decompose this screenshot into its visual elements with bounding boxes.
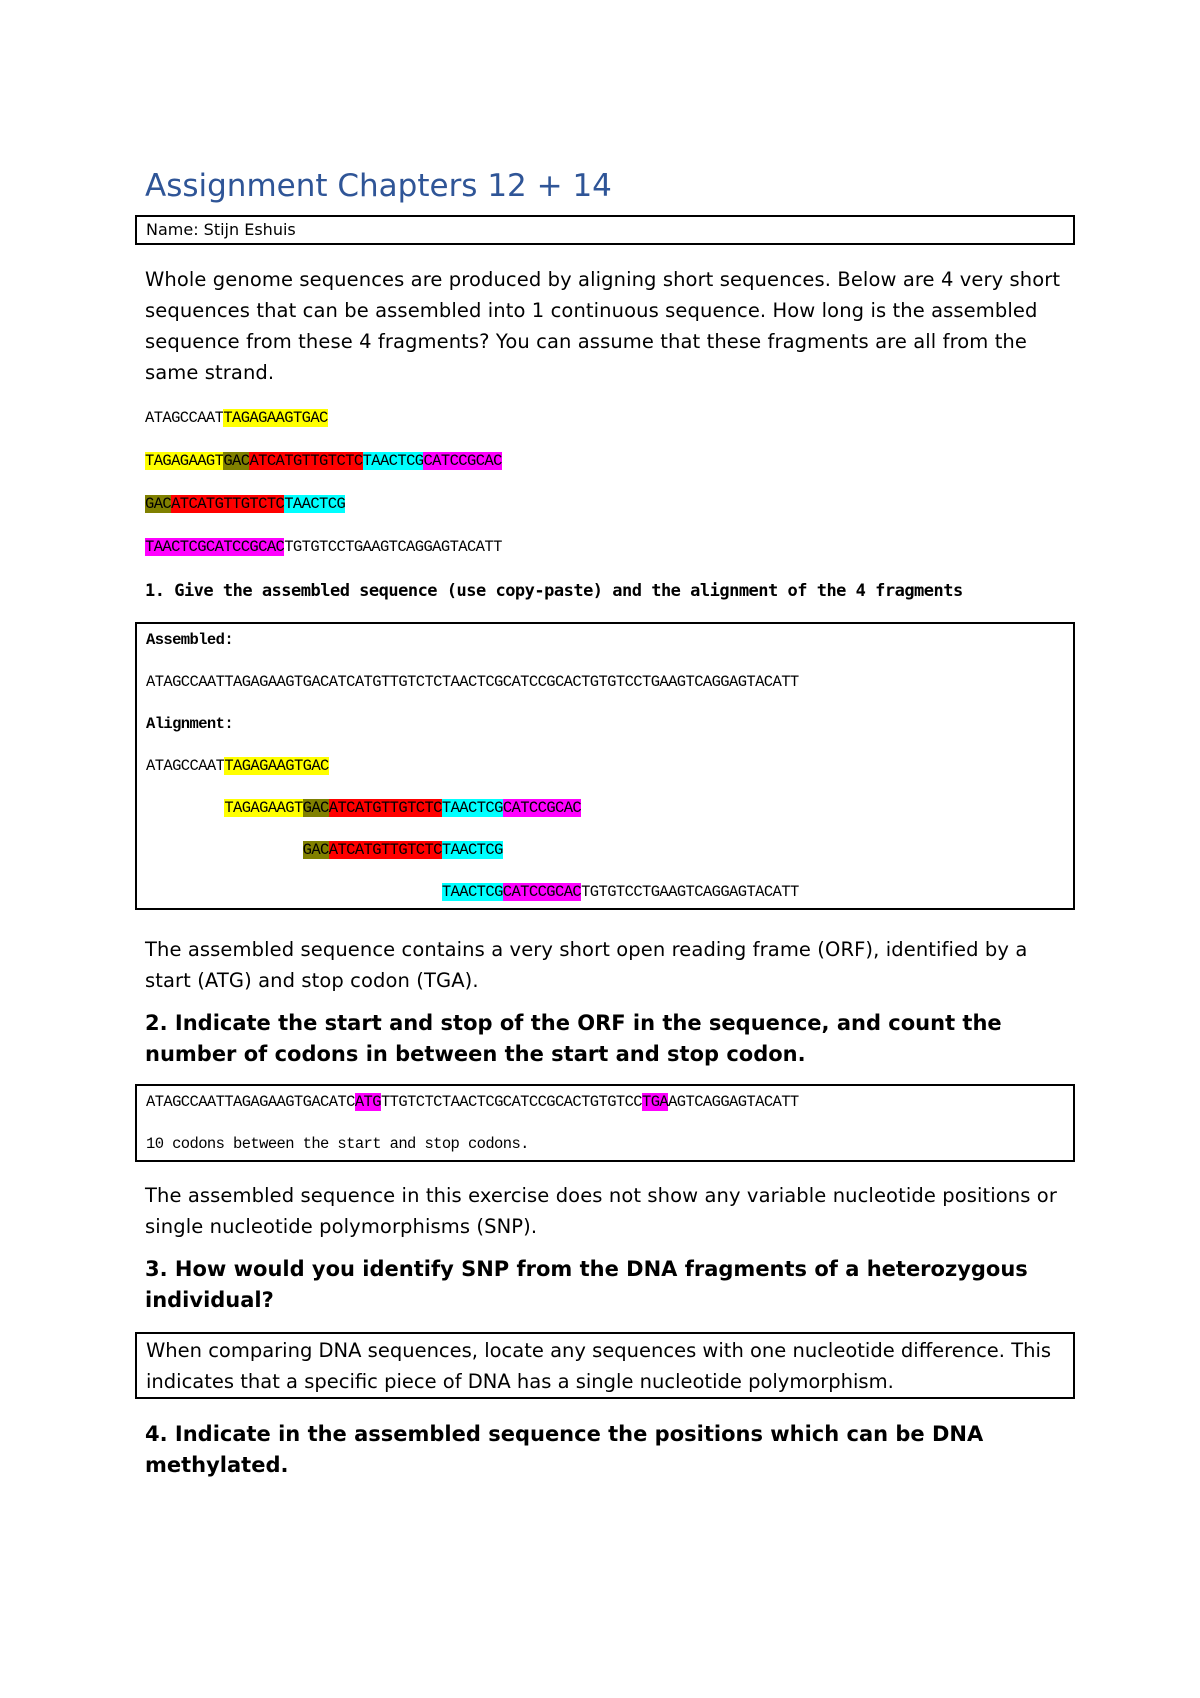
alignment-row-4-plain: TGTGTCCTGAAGTCAGGAGTACATT — [581, 883, 799, 901]
alignment-row-2-cyan: TAACTCG — [441, 799, 503, 817]
fragment-1 — [145, 408, 1075, 428]
fragment-3-red: ATCATGTTGTCTC — [171, 495, 285, 513]
fragment-2-olive: GAC — [223, 452, 250, 470]
fragment-2-magenta: CATCCGCAC — [423, 452, 502, 470]
fragment-2-red: ATCATGTTGTCTC — [249, 452, 363, 470]
alignment-row-2-red: ATCATGTTGTCTC — [328, 799, 442, 817]
document-body — [145, 166, 1075, 1481]
fragment-4-plain: TGTGTCCTGAAGTCAGGAGTACATT — [284, 538, 502, 556]
fragment-3-olive: GAC — [145, 495, 172, 513]
name-box[interactable]: Name: Stijn Eshuis — [135, 215, 1075, 245]
question-4: 4. Indicate in the assembled sequence the positions which can be DNA methylated. — [145, 1422, 984, 1477]
fragment-1-yellow: TAGAGAAGTGAC — [223, 409, 328, 427]
fragment-1-plain: ATAGCCAAT — [145, 409, 224, 427]
orf-sequence — [146, 1092, 1064, 1112]
alignment-label: Alignment: — [146, 715, 234, 733]
orf-pre: ATAGCCAATTAGAGAAGTGACATC — [146, 1093, 355, 1111]
alignment-row-3-pad — [146, 841, 303, 859]
alignment-row-4-pad — [146, 883, 442, 901]
alignment-row-1-yellow: TAGAGAAGTGAC — [224, 757, 329, 775]
fragment-2 — [145, 451, 1075, 471]
answer-1-box[interactable] — [135, 622, 1075, 910]
alignment-row-3-olive: GAC — [302, 841, 329, 859]
alignment-row-4-magenta: CATCCGCAC — [502, 883, 582, 901]
codon-count: 10 codons between the start and stop codons. — [146, 1135, 529, 1153]
alignment-row-4-cyan: TAACTCG — [441, 883, 503, 901]
assembled-sequence: ATAGCCAATTAGAGAAGTGACATCATGTTGTCTCTAACTCGCATCCGCACTGTGTCCTGAAGTCAGGAGTACATT — [146, 673, 799, 691]
snp-intro-paragraph: The assembled sequence in this exercise does not show any variable nucleotide positions or single nucleotide polymorphisms (SNP). — [145, 1184, 1057, 1238]
alignment-row-3-red: ATCATGTTGTCTC — [328, 841, 442, 859]
alignment-row-1-plain: ATAGCCAAT — [146, 757, 225, 775]
answer-3-box[interactable]: When comparing DNA sequences, locate any sequences with one nucleotide difference. This indicates that a specific piece of DNA has a single nucleotide polymorphism. — [135, 1332, 1075, 1399]
fragment-3 — [145, 494, 1075, 514]
alignment-row-2-olive: GAC — [302, 799, 329, 817]
alignment-row-2-pad — [146, 799, 224, 817]
question-3: 3. How would you identify SNP from the DNA fragments of a heterozygous individual? — [145, 1257, 1028, 1312]
orf-middle: TTGTCTCTAACTCGCATCCGCACTGTGTCC — [380, 1093, 642, 1111]
fragment-4-magenta: TAACTCGCATCCGCAC — [145, 538, 285, 556]
alignment-row-2-magenta: CATCCGCAC — [502, 799, 582, 817]
fragment-2-yellow: TAGAGAAGT — [145, 452, 224, 470]
alignment-row-2 — [146, 798, 1064, 818]
fragment-3-cyan: TAACTCG — [284, 495, 346, 513]
fragment-2-cyan: TAACTCG — [362, 452, 424, 470]
orf-intro-paragraph: The assembled sequence contains a very short open reading frame (ORF), identified by a start (ATG) and stop codon (TGA). — [145, 938, 1028, 992]
alignment-row-4 — [146, 882, 1064, 902]
answer-2-box[interactable] — [135, 1084, 1075, 1162]
alignment-row-3 — [146, 840, 1064, 860]
alignment-row-1 — [146, 756, 1064, 776]
question-1: 1. Give the assembled sequence (use copy-paste) and the alignment of the 4 fragments — [145, 581, 963, 601]
document-title: Assignment Chapters 12 + 14 — [145, 168, 612, 204]
fragment-4 — [145, 537, 1075, 557]
orf-stop-codon: TGA — [642, 1093, 669, 1111]
orf-start-codon: ATG — [354, 1093, 381, 1111]
question-2: 2. Indicate the start and stop of the ORF in the sequence, and count the number of codons in between the start and stop codon. — [145, 1011, 1002, 1066]
intro-paragraph: Whole genome sequences are produced by aligning short sequences. Below are 4 very short sequences that can be assembled into 1 continuous sequence. How long is the assembled sequence from these 4 fragments? You can assume that these fragments are all from the same strand. — [145, 268, 1061, 384]
alignment-row-3-cyan: TAACTCG — [441, 841, 503, 859]
assembled-label: Assembled: — [146, 631, 234, 649]
orf-post: AGTCAGGAGTACATT — [668, 1093, 799, 1111]
alignment-row-2-yellow: TAGAGAAGT — [224, 799, 303, 817]
